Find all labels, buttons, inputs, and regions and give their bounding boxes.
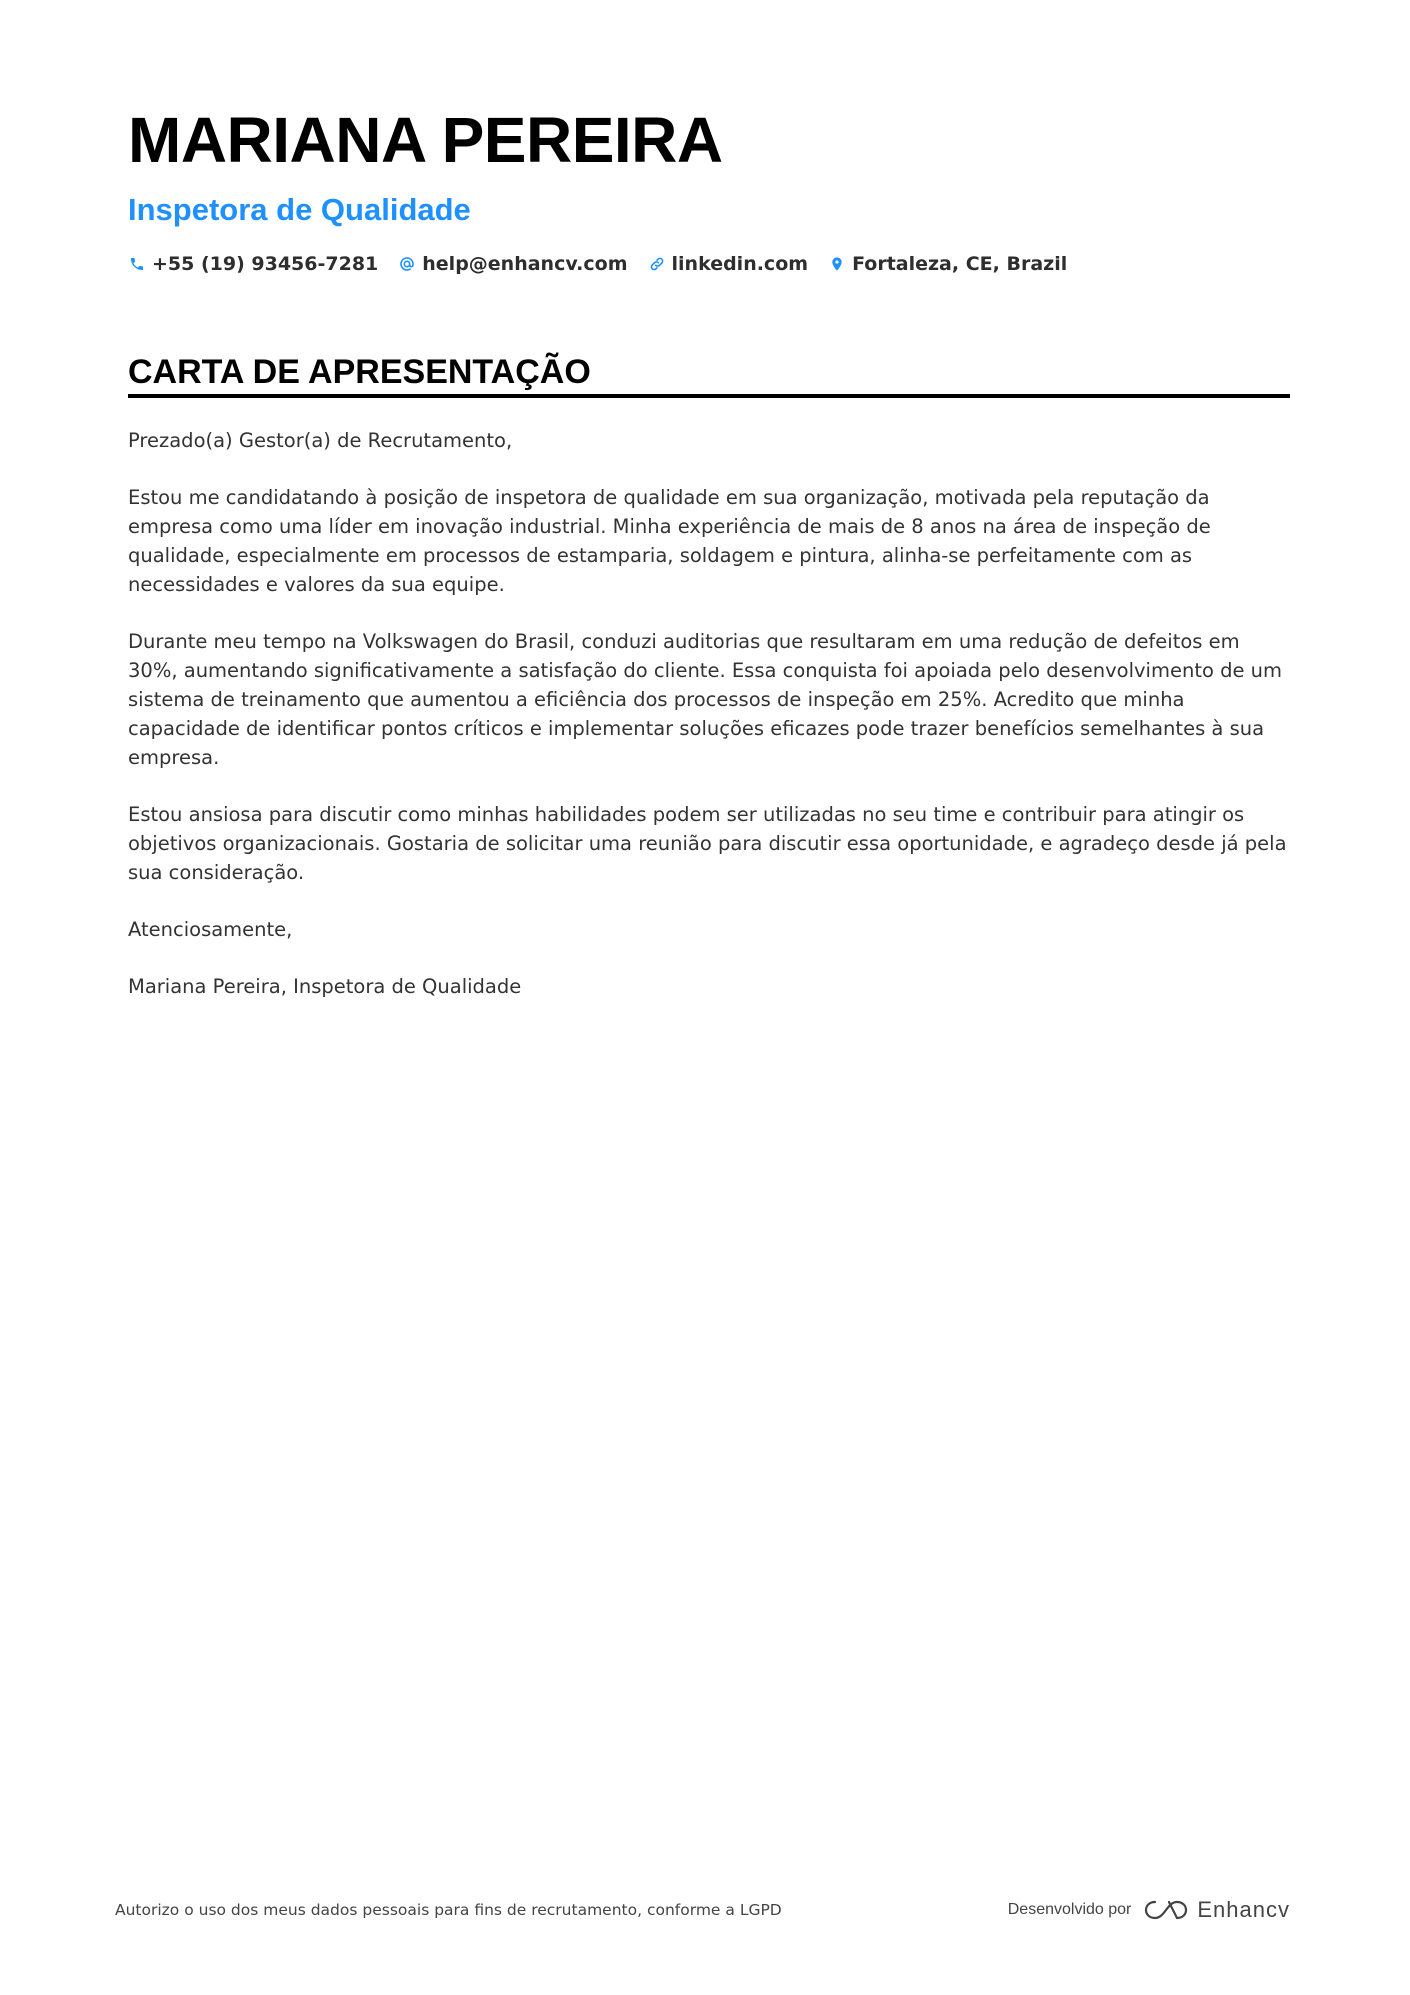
contact-location-text: Fortaleza, CE, Brazil xyxy=(852,253,1068,275)
contact-phone[interactable] xyxy=(128,253,378,275)
contact-email[interactable] xyxy=(398,253,627,275)
letter-closing: Atenciosamente, xyxy=(128,918,293,941)
contact-linkedin-text: linkedin.com xyxy=(671,253,809,275)
enhancv-logo-icon xyxy=(1143,1898,1189,1922)
footer xyxy=(115,1890,1290,1930)
location-pin-icon xyxy=(828,255,846,273)
contact-linkedin[interactable] xyxy=(648,253,809,275)
section-title: CARTA DE APRESENTAÇÃO xyxy=(128,352,1290,398)
contact-bar xyxy=(128,248,1290,280)
consent-note: Autorizo o uso dos meus dados pessoais para fins de recrutamento, conforme a LGPD xyxy=(115,1901,782,1919)
contact-phone-text: +55 (19) 93456-7281 xyxy=(152,253,379,275)
brand-name: Enhancv xyxy=(1197,1897,1290,1922)
contact-email-text: help@enhancv.com xyxy=(422,253,628,275)
letter-paragraph: Durante meu tempo na Volkswagen do Brasil, conduzi auditorias que resultaram em uma redução de defeitos em 30%, aumentando significativamente a satisfação do cliente. Essa conquista foi apoiada pelo desenvolvimento de um sistema de treinamento que aumentou a eficiência dos processos de inspeção em 25%. Acredito que minha capacidade de identificar pontos críticos e implementar soluções eficazes pode trazer benefícios semelhantes à sua empresa. xyxy=(128,630,1283,769)
contact-location xyxy=(828,253,1067,275)
phone-icon xyxy=(128,255,146,273)
candidate-name: MARIANA PEREIRA xyxy=(128,104,723,176)
job-title: Inspetora de Qualidade xyxy=(128,192,471,227)
letter-signature: Mariana Pereira, Inspetora de Qualidade xyxy=(128,975,522,998)
letter-greeting: Prezado(a) Gestor(a) de Recrutamento, xyxy=(128,429,513,452)
letter-paragraph: Estou me candidatando à posição de inspetora de qualidade em sua organização, motivada pela reputação da empresa como uma líder em inovação industrial. Minha experiência de mais de 8 anos na área de inspeção de qualidade, especialmente em processos de estamparia, soldagem e pintura, alinha-se perfeitamente com as necessidades e valores da sua equipe. xyxy=(128,486,1211,596)
letter-paragraph: Estou ansiosa para discutir como minhas habilidades podem ser utilizadas no seu time e contribuir para atingir os objetivos organizacionais. Gostaria de solicitar uma reunião para discutir essa oportunidade, e agradeço desde já pela sua consideração. xyxy=(128,803,1287,884)
powered-by-label: Desenvolvido por xyxy=(1007,1901,1132,1918)
link-icon xyxy=(648,255,666,273)
letter-body xyxy=(128,426,1290,1001)
cover-letter-page xyxy=(128,100,1290,1029)
powered-by[interactable] xyxy=(1008,1897,1290,1923)
at-icon xyxy=(398,255,416,273)
